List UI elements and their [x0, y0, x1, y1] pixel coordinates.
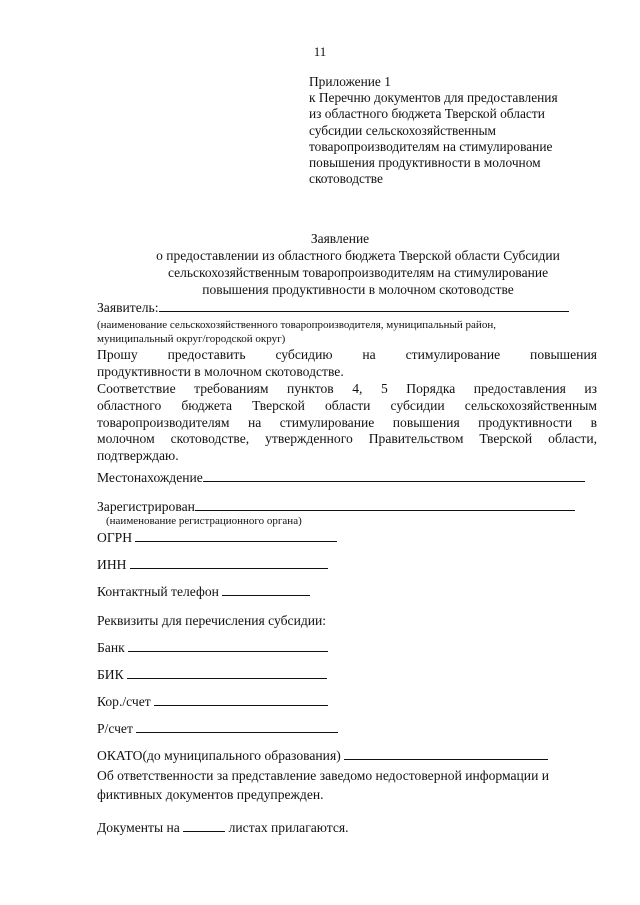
appendix-line: повышения продуктивности в молочном: [309, 155, 541, 171]
applicant-note-line: муниципальный округ/городской округ): [97, 333, 286, 345]
corr-account-blank[interactable]: [154, 694, 328, 706]
ogrn-blank[interactable]: [135, 530, 337, 542]
corr-account-row: [97, 694, 328, 710]
compliance-line: подтверждаю.: [97, 448, 179, 464]
location-label: Местонахождение: [97, 470, 203, 485]
page-number: 11: [313, 44, 327, 59]
bank-label: Банк: [97, 640, 125, 655]
account-label: Р/счет: [97, 721, 133, 736]
registered-note: (наименование регистрационного органа): [106, 515, 302, 527]
request-line: Прошу предоставить субсидию на стимулирование повышения: [97, 347, 597, 362]
applicant-blank[interactable]: [159, 300, 569, 312]
compliance-line: товаропроизводителям на стимулирование повышения продуктивности в: [97, 414, 597, 430]
appendix-block: [309, 74, 609, 187]
okato-blank[interactable]: [344, 748, 548, 760]
subtitle-line: о предоставлении из областного бюджета Тверской области Субсидии: [156, 248, 560, 263]
appendix-line: товаропроизводителям на стимулирование: [309, 138, 553, 154]
compliance-line: Соответствие требованиям пунктов 4, 5 Порядка предоставления из: [97, 381, 597, 396]
bank-blank[interactable]: [128, 640, 328, 652]
okato-row: [97, 748, 548, 764]
responsibility-line: фиктивных документов предупрежден.: [97, 787, 324, 802]
applicant-note: [97, 318, 496, 346]
applicant-label: Заявитель:: [97, 300, 159, 315]
compliance-line: областного бюджета Тверской области субсидии сельскохозяйственным: [97, 397, 597, 413]
inn-label: ИНН: [97, 557, 127, 572]
responsibility-statement: [97, 766, 549, 804]
documents-row: [97, 820, 349, 836]
registered-blank[interactable]: [195, 499, 575, 511]
account-row: [97, 721, 338, 737]
registered-row: [97, 499, 575, 515]
document-subtitle: [96, 248, 620, 298]
request-paragraph: [97, 347, 597, 381]
applicant-note-line: (наименование сельскохозяйственного товаропроизводителя, муниципальный район,: [97, 319, 496, 331]
inn-row: [97, 557, 328, 573]
requisites-heading: Реквизиты для перечисления субсидии:: [97, 613, 327, 628]
appendix-line: Приложение 1: [309, 74, 391, 89]
documents-count-blank[interactable]: [183, 820, 225, 832]
bik-row: [97, 667, 327, 683]
documents-suffix: листах прилагаются.: [228, 820, 349, 835]
applicant-row: [97, 300, 569, 316]
account-blank[interactable]: [136, 721, 338, 733]
phone-label: Контактный телефон: [97, 584, 219, 599]
document-title: Заявление: [310, 231, 370, 246]
inn-blank[interactable]: [130, 557, 328, 569]
corr-account-label: Кор./счет: [97, 694, 151, 709]
bik-label: БИК: [97, 667, 124, 682]
appendix-line: к Перечню документов для предоставления: [309, 90, 558, 106]
okato-label: ОКАТО(до муниципального образования): [97, 748, 341, 763]
compliance-paragraph: [97, 381, 597, 465]
subtitle-line: повышения продуктивности в молочном скотоводстве: [202, 281, 514, 297]
bank-row: [97, 640, 328, 656]
documents-prefix: Документы на: [97, 820, 180, 835]
appendix-line: из областного бюджета Тверской области: [309, 106, 545, 122]
compliance-line: молочном скотоводстве, утвержденного Правительством Тверской области,: [97, 431, 597, 447]
phone-row: [97, 584, 310, 600]
ogrn-row: [97, 530, 337, 546]
location-blank[interactable]: [203, 470, 585, 482]
request-line: продуктивности в молочном скотоводстве.: [97, 363, 344, 379]
ogrn-label: ОГРН: [97, 530, 133, 545]
bik-blank[interactable]: [127, 667, 327, 679]
responsibility-line: Об ответственности за представление заведомо недостоверной информации и: [97, 768, 550, 783]
subtitle-line: сельскохозяйственным товаропроизводителям на стимулирование: [167, 264, 549, 280]
registered-label: Зарегистрирован: [97, 499, 195, 514]
appendix-line: субсидии сельскохозяйственным: [309, 122, 496, 138]
location-row: [97, 470, 585, 486]
appendix-line: скотоводстве: [309, 171, 383, 187]
phone-blank[interactable]: [222, 584, 310, 596]
